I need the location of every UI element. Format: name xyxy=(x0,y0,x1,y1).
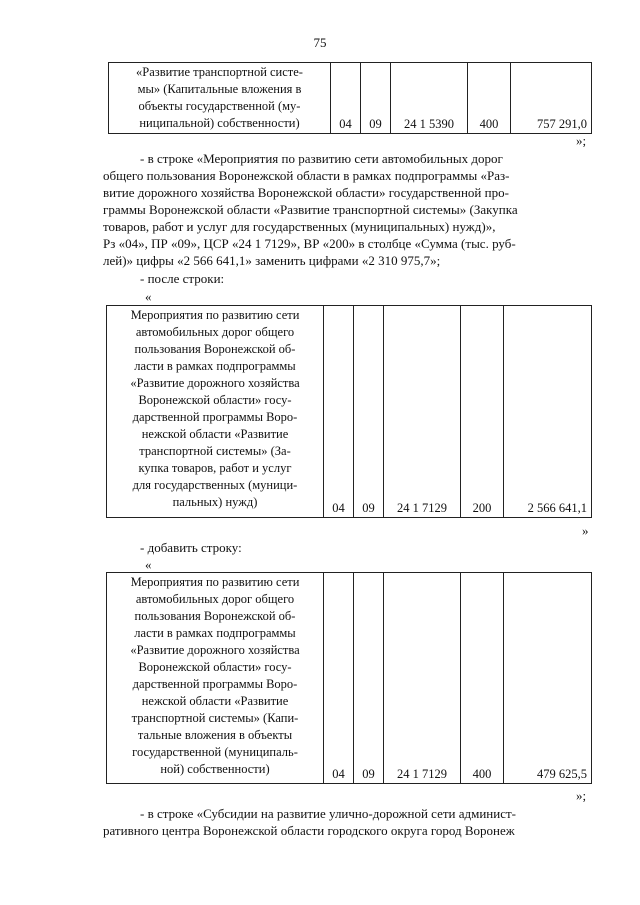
row-name-line: пользования Воронежской об- xyxy=(134,609,296,623)
row-name-line: пользования Воронежской об- xyxy=(134,342,296,356)
row-name-cell xyxy=(107,573,324,784)
row-name-line: мы» (Капитальные вложения в xyxy=(137,82,302,96)
rz-cell: 04 xyxy=(331,63,361,134)
row-name-line: «Развитие дорожного хозяйства xyxy=(130,376,300,390)
row-name-line: государственной (муниципаль- xyxy=(132,745,298,759)
paragraph-line: витие дорожного хозяйства Воронежской области» государственной про- xyxy=(103,185,509,200)
closing-quote: » xyxy=(582,523,589,538)
paragraph-line: лей)» цифры «2 566 641,1» заменить цифрами «2 310 975,7»; xyxy=(103,253,441,268)
after-row-label: - после строки: xyxy=(140,271,225,286)
sum-cell: 479 625,5 xyxy=(504,573,592,784)
row-name-cell xyxy=(107,306,324,518)
row-name-line: пальных) нужд) xyxy=(172,495,258,509)
paragraph-line: ративного центра Воронежской области городского округа город Воронеж xyxy=(103,823,515,838)
opening-quote: « xyxy=(145,289,152,304)
row-name-line: автомобильных дорог общего xyxy=(135,325,295,339)
row-name-line: объекты государственной (му- xyxy=(138,99,301,113)
row-name-line: нежской области «Развитие xyxy=(141,694,289,708)
paragraph-amend-1 xyxy=(103,150,589,269)
closing-quote: »; xyxy=(576,788,587,803)
budget-table-3 xyxy=(106,572,592,784)
paragraph-line: общего пользования Воронежской области в рамках подпрограммы «Раз- xyxy=(103,168,510,183)
row-name-line: Мероприятия по развитию сети xyxy=(130,575,300,589)
row-name-cell xyxy=(109,63,331,134)
budget-table-1 xyxy=(108,62,592,134)
budget-table-2 xyxy=(106,305,592,518)
sum-cell: 2 566 641,1 xyxy=(504,306,592,518)
row-name-line: транспортной системы» (За- xyxy=(139,444,291,458)
csr-cell: 24 1 7129 xyxy=(384,573,461,784)
add-row-label: - добавить строку: xyxy=(140,540,242,555)
row-name-line: автомобильных дорог общего xyxy=(135,592,295,606)
row-name-line: Воронежской области» госу- xyxy=(138,393,292,407)
paragraph-amend-2 xyxy=(103,805,589,839)
paragraph-line: - в строке «Мероприятия по развитию сети автомобильных дорог xyxy=(140,151,503,166)
paragraph-line: - в строке «Субсидии на развитие улично-дорожной сети админист- xyxy=(140,806,517,821)
rz-cell: 04 xyxy=(324,573,354,784)
pr-cell: 09 xyxy=(354,573,384,784)
row-name-line: купка товаров, работ и услуг xyxy=(138,461,292,475)
pr-cell: 09 xyxy=(354,306,384,518)
row-name-line: ной) собственности) xyxy=(160,762,270,776)
rz-cell: 04 xyxy=(324,306,354,518)
row-name-line: Воронежской области» госу- xyxy=(138,660,292,674)
page-number: 75 xyxy=(313,35,327,50)
csr-cell: 24 1 7129 xyxy=(384,306,461,518)
paragraph-line: Рз «04», ПР «09», ЦСР «24 1 7129», ВР «200» в столбце «Сумма (тыс. руб- xyxy=(103,236,516,251)
vr-cell: 400 xyxy=(468,63,511,134)
row-name-line: для государственных (муници- xyxy=(132,478,298,492)
row-name-line: дарственной программы Воро- xyxy=(132,677,298,691)
closing-quote: »; xyxy=(576,133,587,148)
paragraph-line: товаров, работ и услуг для государственных (муниципальных) нужд)», xyxy=(103,219,496,234)
row-name-line: ласти в рамках подпрограммы xyxy=(134,626,296,640)
row-name-line: транспортной системы» (Капи- xyxy=(131,711,299,725)
row-name-line: «Развитие дорожного хозяйства xyxy=(130,643,300,657)
row-name-line: ниципальной) собственности) xyxy=(139,116,300,130)
csr-cell: 24 1 5390 xyxy=(391,63,468,134)
row-name-line: тальные вложения в объекты xyxy=(137,728,293,742)
row-name-line: Мероприятия по развитию сети xyxy=(130,308,300,322)
row-name-line: нежской области «Развитие xyxy=(141,427,289,441)
row-name-line: «Развитие транспортной систе- xyxy=(136,65,303,79)
vr-cell: 200 xyxy=(461,306,504,518)
row-name-line: дарственной программы Воро- xyxy=(132,410,298,424)
pr-cell: 09 xyxy=(361,63,391,134)
opening-quote: « xyxy=(145,557,152,572)
sum-cell: 757 291,0 xyxy=(511,63,592,134)
paragraph-line: граммы Воронежской области «Развитие транспортной системы» (Закупка xyxy=(103,202,518,217)
vr-cell: 400 xyxy=(461,573,504,784)
row-name-line: ласти в рамках подпрограммы xyxy=(134,359,296,373)
